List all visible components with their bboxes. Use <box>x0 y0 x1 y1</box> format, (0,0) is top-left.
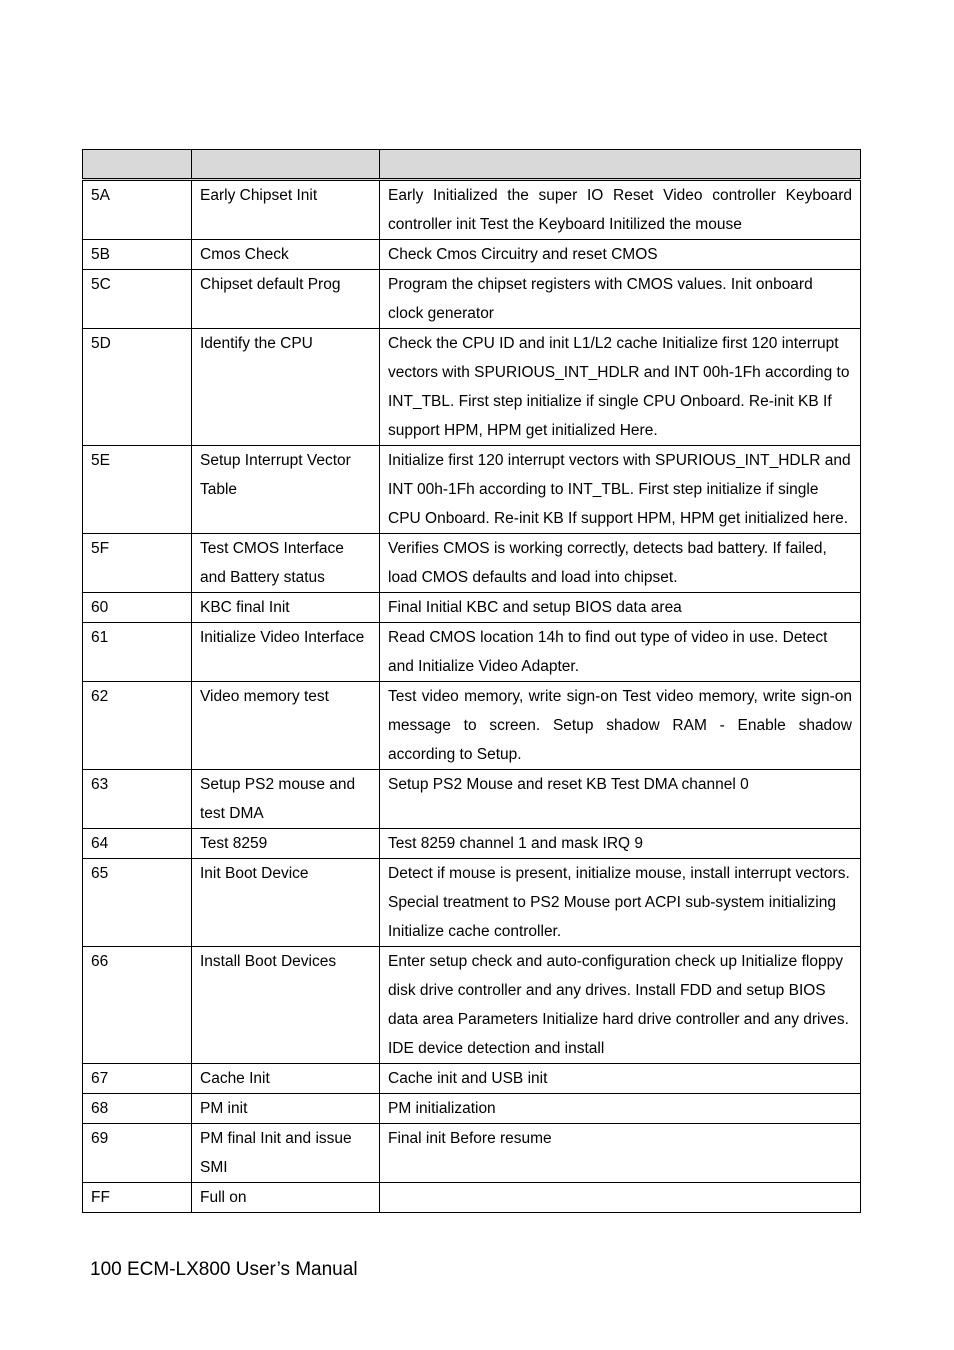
table-row <box>83 534 861 593</box>
description-cell: Check the CPU ID and init L1/L2 cache Initialize first 120 interrupt vectors with SPURIOUS_INT_HDLR and INT 00h-1Fh according to INT_TBL. First step initialize if single CPU Onboard. Re-init KB If support HPM, HPM get initialized Here. <box>380 329 861 446</box>
post-code-cell: 60 <box>83 593 192 623</box>
post-code-cell: 5C <box>83 270 192 329</box>
checkpoint-name-cell: Cmos Check <box>192 240 380 270</box>
description-cell: Verifies CMOS is working correctly, detects bad battery. If failed, load CMOS defaults and load into chipset. <box>380 534 861 593</box>
checkpoint-name-cell: KBC final Init <box>192 593 380 623</box>
post-code-cell: FF <box>83 1183 192 1213</box>
checkpoint-name-cell: Early Chipset Init <box>192 180 380 240</box>
post-code-cell: 66 <box>83 947 192 1064</box>
table-row <box>83 1183 861 1213</box>
description-cell: Program the chipset registers with CMOS values. Init onboard clock generator <box>380 270 861 329</box>
post-code-cell: 63 <box>83 770 192 829</box>
post-code-cell: 61 <box>83 623 192 682</box>
checkpoint-name-cell: Test 8259 <box>192 829 380 859</box>
post-code-cell: 5A <box>83 180 192 240</box>
description-cell: Read CMOS location 14h to find out type of video in use. Detect and Initialize Video Adapter. <box>380 623 861 682</box>
description-cell: Setup PS2 Mouse and reset KB Test DMA channel 0 <box>380 770 861 829</box>
table-row <box>83 329 861 446</box>
post-code-cell: 5D <box>83 329 192 446</box>
description-cell: PM initialization <box>380 1094 861 1124</box>
table-row <box>83 829 861 859</box>
description-cell: Final init Before resume <box>380 1124 861 1183</box>
checkpoint-name-cell: Identify the CPU <box>192 329 380 446</box>
checkpoint-name-cell: Setup Interrupt Vector Table <box>192 446 380 534</box>
description-cell: Enter setup check and auto-configuration check up Initialize floppy disk drive controller and any drives. Install FDD and setup BIOS data area Parameters Initialize hard drive controller and any drives. IDE device detection and install <box>380 947 861 1064</box>
description-cell: Cache init and USB init <box>380 1064 861 1094</box>
checkpoint-name-cell: Video memory test <box>192 682 380 770</box>
description-cell: Test 8259 channel 1 and mask IRQ 9 <box>380 829 861 859</box>
table-row <box>83 270 861 329</box>
description-cell: Detect if mouse is present, initialize mouse, install interrupt vectors. Special treatment to PS2 Mouse port ACPI sub-system initializing Initialize cache controller. <box>380 859 861 947</box>
post-code-cell: 69 <box>83 1124 192 1183</box>
checkpoint-name-cell: Test CMOS Interface and Battery status <box>192 534 380 593</box>
checkpoint-name-cell: PM final Init and issue SMI <box>192 1124 380 1183</box>
post-code-cell: 68 <box>83 1094 192 1124</box>
post-code-cell: 5E <box>83 446 192 534</box>
checkpoint-name-cell: PM init <box>192 1094 380 1124</box>
table-row <box>83 770 861 829</box>
table-row <box>83 1124 861 1183</box>
checkpoint-name-cell: Cache Init <box>192 1064 380 1094</box>
table-row <box>83 1094 861 1124</box>
description-cell: Final Initial KBC and setup BIOS data area <box>380 593 861 623</box>
checkpoint-name-cell: Setup PS2 mouse and test DMA <box>192 770 380 829</box>
description-cell: Test video memory, write sign-on Test video memory, write sign-on message to screen. Setup shadow RAM - Enable shadow according to Setup. <box>380 682 861 770</box>
table-row <box>83 446 861 534</box>
table-row <box>83 859 861 947</box>
description-cell: Check Cmos Circuitry and reset CMOS <box>380 240 861 270</box>
post-code-cell: 5F <box>83 534 192 593</box>
table-row <box>83 180 861 240</box>
header-description <box>380 150 861 180</box>
table-row <box>83 593 861 623</box>
description-cell: Early Initialized the super IO Reset Video controller Keyboard controller init Test the Keyboard Initilized the mouse <box>380 180 861 240</box>
post-code-cell: 5B <box>83 240 192 270</box>
table-row <box>83 682 861 770</box>
post-code-cell: 64 <box>83 829 192 859</box>
checkpoint-name-cell: Install Boot Devices <box>192 947 380 1064</box>
table-row <box>83 240 861 270</box>
table-header-row <box>83 150 861 180</box>
checkpoint-name-cell: Initialize Video Interface <box>192 623 380 682</box>
description-cell <box>380 1183 861 1213</box>
post-code-cell: 62 <box>83 682 192 770</box>
header-name <box>192 150 380 180</box>
post-code-cell: 65 <box>83 859 192 947</box>
header-code <box>83 150 192 180</box>
checkpoint-name-cell: Init Boot Device <box>192 859 380 947</box>
post-code-table <box>82 149 861 1213</box>
table-row <box>83 947 861 1064</box>
description-cell: Initialize first 120 interrupt vectors with SPURIOUS_INT_HDLR and INT 00h-1Fh according to INT_TBL. First step initialize if single CPU Onboard. Re-init KB If support HPM, HPM get initialized here. <box>380 446 861 534</box>
page-footer: 100 ECM-LX800 User’s Manual <box>90 1259 358 1280</box>
checkpoint-name-cell: Chipset default Prog <box>192 270 380 329</box>
table-body <box>83 180 861 1213</box>
table-row <box>83 623 861 682</box>
table-row <box>83 1064 861 1094</box>
checkpoint-name-cell: Full on <box>192 1183 380 1213</box>
post-code-cell: 67 <box>83 1064 192 1094</box>
